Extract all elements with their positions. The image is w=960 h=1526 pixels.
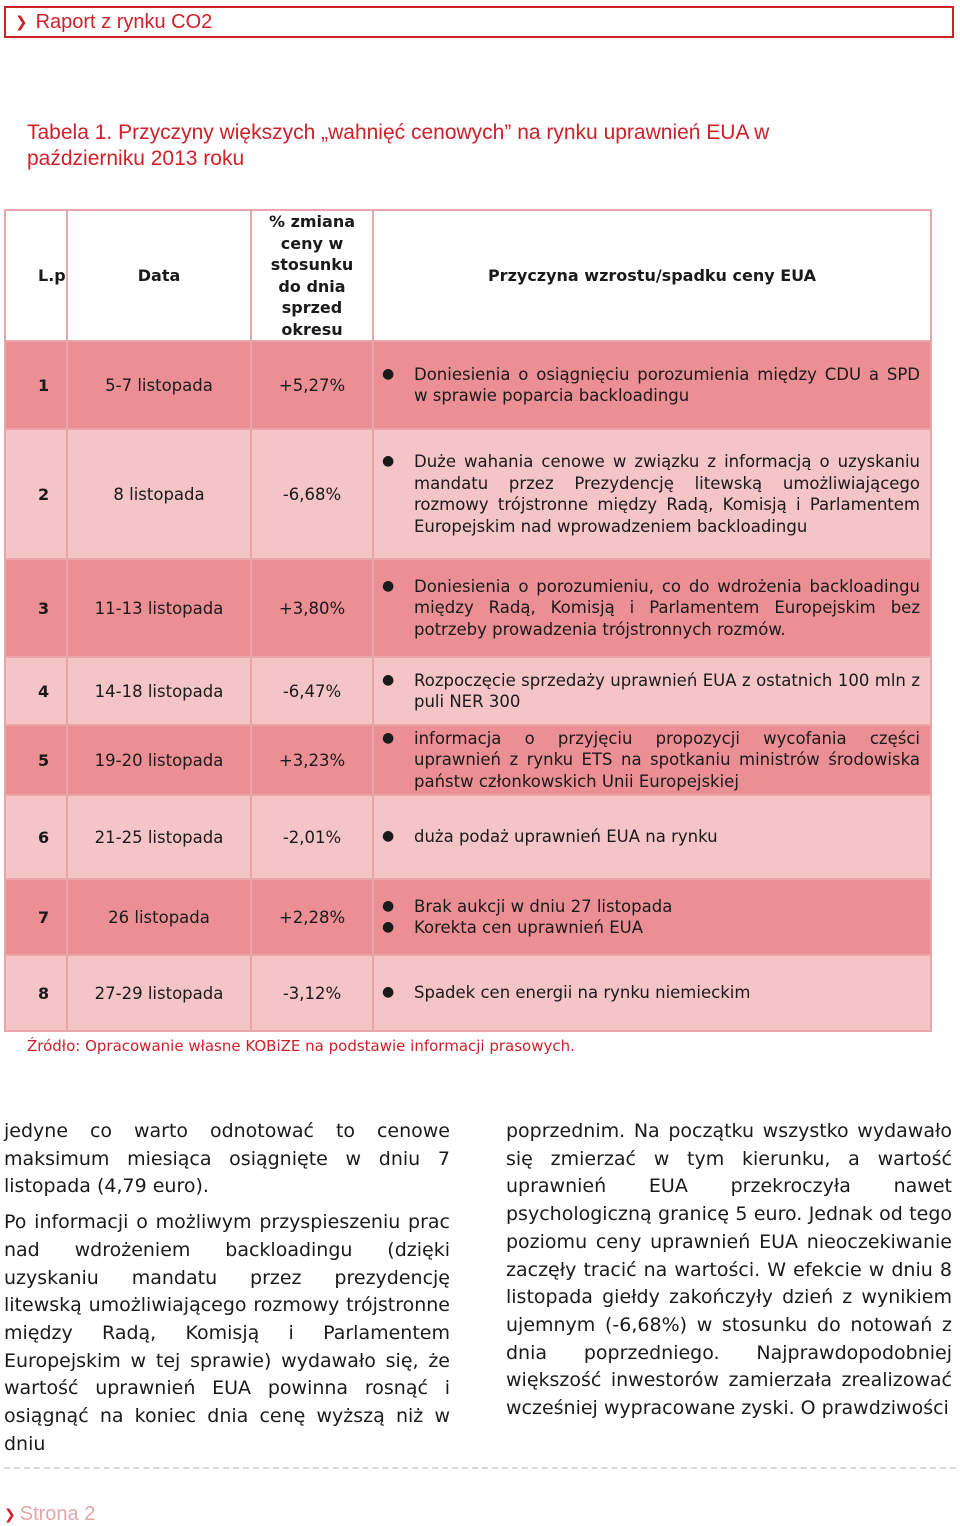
row-reason [373,955,931,1031]
row-reason [373,429,931,559]
bullet-icon: ● [382,828,395,845]
bullet-icon: ● [382,365,395,382]
report-title: Raport z rynku CO2 [35,10,213,33]
row-reason [373,559,931,657]
table-row [5,955,931,1031]
table-row [5,429,931,559]
bullet-icon: ● [382,984,395,1001]
header-lp: L.p [5,210,67,341]
page-number: Strona 2 [19,1503,96,1525]
table-row [5,795,931,879]
row-date: 21-25 listopada [67,795,251,879]
header-date: Data [67,210,251,341]
row-number: 3 [5,559,67,657]
reason-item [382,364,920,407]
table-row [5,559,931,657]
table-header-row [5,210,931,341]
header-pct: % zmiana ceny w stosunku do dnia sprzed okresu [251,210,373,341]
row-reason [373,879,931,955]
row-number: 8 [5,955,67,1031]
reason-item [382,917,920,939]
row-number: 5 [5,725,67,795]
reason-text: Duże wahania cenowe w związku z informacją o uzyskaniu mandatu przez Prezydencję litewską umożliwiającego rozmowy trójstronne między Radą, Komisją i Parlamentem Europejskim nad wprowadzeniem backloadingu [414,452,920,536]
body-column-right [506,1118,952,1431]
report-header [4,6,954,38]
row-percent-change: +5,27% [251,341,373,429]
bullet-icon: ● [382,453,395,469]
source-note: Źródło: Opracowanie własne KOBiZE na podstawie informacji prasowych. [27,1037,575,1055]
row-percent-change: -3,12% [251,955,373,1031]
reason-item [382,728,920,793]
table-row [5,657,931,725]
reason-item [382,896,920,918]
table-row [5,725,931,795]
row-number: 4 [5,657,67,725]
paragraph: Po informacji o możliwym przyspieszeniu prac nad wdrożeniem backloadingu (dzięki uzyskaniu mandatu przez prezydencję litewską umożliwiającego rozmowy trójstronne między Radą, Komisją i Parlamentem Europejskim w tej sprawie) wydawało się, że wartość uprawnień EUA powinna rosnąć i osiągnąć na koniec dnia cenę wyższą niż w dniu [4,1211,450,1455]
reason-item [382,982,920,1004]
reason-text: duża podaż uprawnień EUA na rynku [414,827,718,847]
page-footer [4,1503,95,1526]
row-date: 8 listopada [67,429,251,559]
bullet-icon: ● [382,671,395,688]
row-date: 19-20 listopada [67,725,251,795]
chevron-right-icon: ❯ [15,13,28,31]
price-change-table [4,209,932,1032]
reason-item [382,451,920,537]
reason-item [382,826,920,848]
row-reason [373,341,931,429]
row-number: 7 [5,879,67,955]
paragraph: poprzednim. Na początku wszystko wydawało się zmierzać w tym kierunku, a wartość uprawnień EUA przekroczyła nawet psychologiczną granicę 5 euro. Jednak od tego poziomu ceny uprawnień EUA nieoczekiwanie zaczęły tracić na wartości. W efekcie w dniu 8 listopada giełdy zakończyły dzień z wynikiem ujemnym (-6,68%) w stosunku do notowań z dnia poprzedniego. Najprawdopodobniej większość inwestorów zamierzała zrealizować wcześniej wypracowane zyski. O prawdziwości [506,1120,952,1420]
bullet-icon: ● [382,577,395,594]
footer-divider [4,1467,956,1469]
row-date: 14-18 listopada [67,657,251,725]
row-percent-change: -6,68% [251,429,373,559]
table-row [5,341,931,429]
row-number: 6 [5,795,67,879]
table-row [5,879,931,955]
row-date: 11-13 listopada [67,559,251,657]
row-reason [373,657,931,725]
reason-text: Doniesienia o porozumieniu, co do wdrożenia backloadingu między Radą, Komisją i Parlamentem Europejskim bez potrzeby prowadzenia trójstronnych rozmów. [414,576,920,639]
row-number: 2 [5,429,67,559]
bullet-icon: ● [382,919,395,935]
row-date: 27-29 listopada [67,955,251,1031]
row-percent-change: -6,47% [251,657,373,725]
reason-text: Doniesienia o osiągnięciu porozumienia między CDU a SPD w sprawie poparcia backloadingu [414,364,920,405]
bullet-icon: ● [382,729,395,746]
row-reason [373,725,931,795]
paragraph: jedyne co warto odnotować to cenowe maksimum miesiąca osiągnięte w dniu 7 listopada (4,79 euro). [4,1120,450,1198]
row-percent-change: +2,28% [251,879,373,955]
row-percent-change: -2,01% [251,795,373,879]
row-date: 26 listopada [67,879,251,955]
reason-text: Rozpoczęcie sprzedaży uprawnień EUA z ostatnich 100 mln z puli NER 300 [414,670,920,711]
row-percent-change: +3,23% [251,725,373,795]
bullet-icon: ● [382,897,395,914]
reason-text: Korekta cen uprawnień EUA [414,918,643,937]
reason-item [382,670,920,713]
row-date: 5-7 listopada [67,341,251,429]
row-reason [373,795,931,879]
reason-text: Brak aukcji w dniu 27 listopada [414,896,673,916]
reason-text: informacja o przyjęciu propozycji wycofania części uprawnień z rynku ETS na spotkaniu ministrów środowiska państw członkowskich Unii Europejskiej [414,728,920,791]
row-number: 1 [5,341,67,429]
chevron-right-icon: ❯ [4,1506,16,1523]
table-caption: Tabela 1. Przyczyny większych „wahnięć cenowych” na rynku uprawnień EUA w październiku 2013 roku [27,121,770,170]
row-percent-change: +3,80% [251,559,373,657]
reason-text: Spadek cen energii na rynku niemieckim [414,983,751,1003]
header-reason: Przyczyna wzrostu/spadku ceny EUA [373,210,931,341]
body-column-left [4,1118,450,1466]
reason-item [382,576,920,641]
